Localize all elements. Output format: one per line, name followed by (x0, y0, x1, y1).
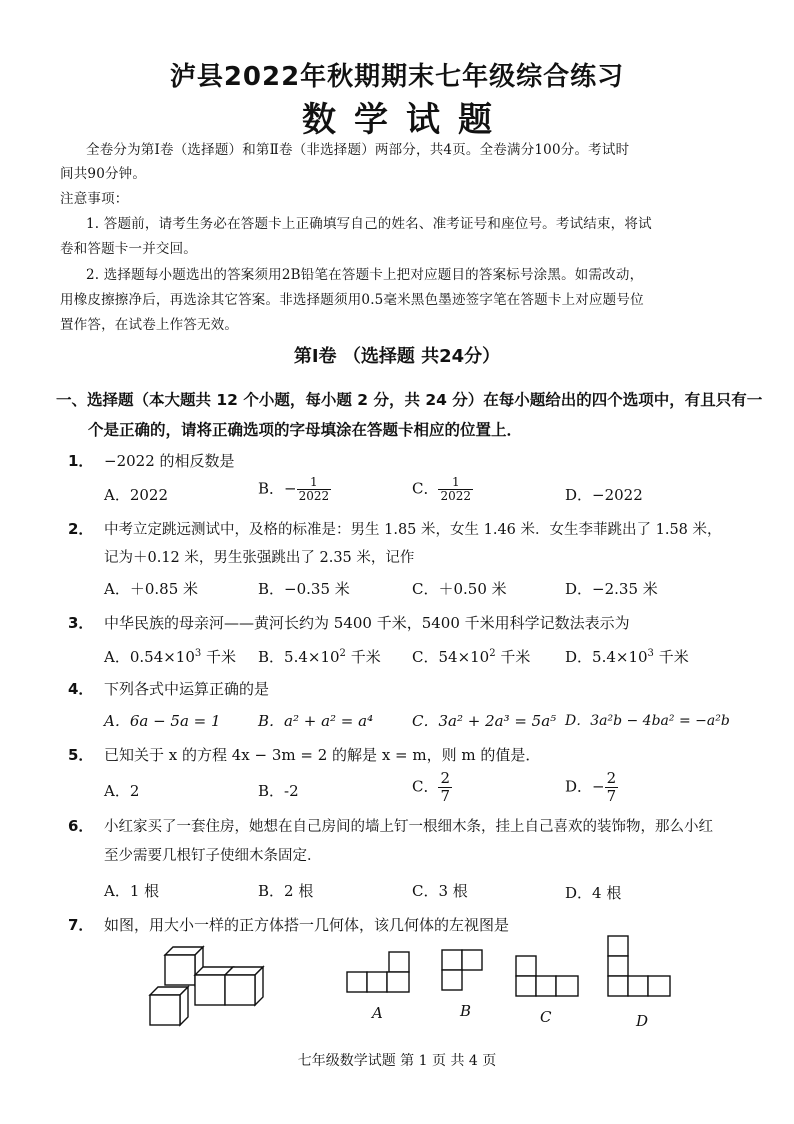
note-1-line-2: 卷和答题卡一并交回。 (60, 241, 197, 257)
question-5-option-d: D．− $\frac{2}{7}$ (565, 769, 617, 805)
note-2-line-3: 置作答，在试卷上作答无效。 (60, 317, 239, 333)
question-1-option-c: C． $\frac{1}{2022}$ (412, 475, 472, 503)
part-instruction-line-1: 一、选择题（本大题共 12 个小题，每小题 2 分，共 24 分）在每小题给出的四个选项中，有且只有一 (56, 391, 763, 409)
question-2-option-b: B．−0.35 米 (258, 580, 350, 598)
question-6-stem-line-2: 至少需要几根钉子使细木条固定． (104, 848, 322, 864)
question-3-stem: 中华民族的母亲河——黄河长约为 5400 千米，5400 千米用科学记数法表示为 (104, 614, 630, 632)
option-b-view (440, 948, 486, 994)
option-b-label: B (460, 1002, 472, 1020)
question-3-option-a: A．$0.54\times 10^3$ 千米 (104, 648, 237, 666)
option-a-label: A (372, 1004, 383, 1022)
question-7-number: 7． (68, 916, 94, 934)
option-c-view (514, 954, 582, 1000)
question-6-option-a: A．1 根 (104, 882, 160, 900)
question-1-option-d: D．−2022 (565, 486, 643, 504)
question-2-option-a: A．＋0.85 米 (104, 580, 198, 598)
question-6-stem-line-1: 小红家买了一套住房，她想在自己房间的墙上钉一根细木条，挂上自己喜欢的装饰物，那么小红 (104, 819, 713, 835)
question-5-number: 5． (68, 746, 94, 764)
question-4-option-a: A．6a − 5a = 1 (104, 712, 221, 730)
option-d-label: D (636, 1012, 649, 1030)
question-2-option-d: D．−2.35 米 (565, 580, 658, 598)
note-2-line-1: 2. 选择题每小题选出的答案须用2B铅笔在答题卡上把对应题目的答案标号涂黑。如需改动， (86, 267, 644, 283)
note-1-line-1: 1. 答题前，请考生务必在答题卡上正确填写自己的姓名、准考证号和座位号。考试结束，将试 (86, 216, 652, 232)
option-d-view (606, 934, 674, 1000)
part-instruction-line-2: 个是正确的，请将正确选项的字母填涂在答题卡相应的位置上． (88, 421, 523, 439)
question-5-stem: 已知关于 x 的方程 4x − 3m = 2 的解是 x = m，则 m 的值是． (104, 746, 541, 764)
question-3-option-c: C．$54\times 10^2$ 千米 (412, 648, 531, 666)
question-4-option-d: D．3a²b − 4ba² = −a²b (565, 713, 730, 729)
cube-structure-figure (150, 940, 270, 1030)
intro-line-1: 全卷分为第Ⅰ卷（选择题）和第Ⅱ卷（非选择题）两部分，共4页。全卷满分100分。考试时 (86, 142, 630, 158)
question-5-option-b: B．-2 (258, 782, 299, 800)
exam-subject: 数学试题 (302, 100, 510, 140)
option-a-view (345, 950, 411, 998)
page-footer: 七年级数学试题 第 1 页 共 4 页 (297, 1053, 497, 1069)
question-5-option-c: C． $\frac{2}{7}$ (412, 769, 451, 805)
question-3-option-b: B．$5.4\times 10^2$ 千米 (258, 648, 381, 666)
question-2-number: 2． (68, 520, 94, 538)
exam-title: 泸县2022年秋期期末七年级综合练习 (169, 62, 625, 92)
question-3-option-d: D．$5.4\times 10^3$ 千米 (565, 648, 689, 666)
question-6-option-b: B．2 根 (258, 882, 314, 900)
question-4-option-b: B．a² + a² = a⁴ (258, 712, 374, 730)
intro-line-2: 间共90分钟。 (60, 166, 147, 182)
question-1-number: 1． (68, 452, 94, 470)
question-4-number: 4． (68, 680, 94, 698)
question-2-stem-line-2: 记为＋0.12 米，男生张强跳出了 2.35 米，记作 (104, 550, 415, 566)
question-6-number: 6． (68, 817, 94, 835)
section-title: 第Ⅰ卷 （选择题 共24分） (293, 346, 501, 367)
question-1-option-a: A．2022 (104, 486, 169, 504)
question-6-option-d: D．4 根 (565, 884, 622, 902)
notes-label: 注意事项： (60, 191, 129, 207)
question-4-stem: 下列各式中运算正确的是 (104, 680, 270, 698)
question-1-option-b: B．− $\frac{1}{2022}$ (258, 475, 330, 503)
question-2-option-c: C．＋0.50 米 (412, 580, 507, 598)
option-c-label: C (540, 1008, 552, 1026)
question-1-stem: −2022 的相反数是 (104, 452, 235, 470)
question-5-option-a: A．2 (104, 782, 140, 800)
question-4-option-c: C．3a² + 2a³ = 5a⁵ (412, 712, 557, 730)
note-2-line-2: 用橡皮擦擦净后，再选涂其它答案。非选择题须用0.5毫米黑色墨迹签字笔在答题卡上对应题号位 (60, 292, 644, 308)
question-6-option-c: C．3 根 (412, 882, 468, 900)
question-3-number: 3． (68, 614, 94, 632)
question-7-stem: 如图，用大小一样的正方体搭一几何体，该几何体的左视图是 (104, 916, 510, 934)
question-2-stem-line-1: 中考立定跳远测试中，及格的标准是：男生 1.85 米，女生 1.46 米．女生李菲跳出了 1.58 米， (104, 522, 722, 538)
